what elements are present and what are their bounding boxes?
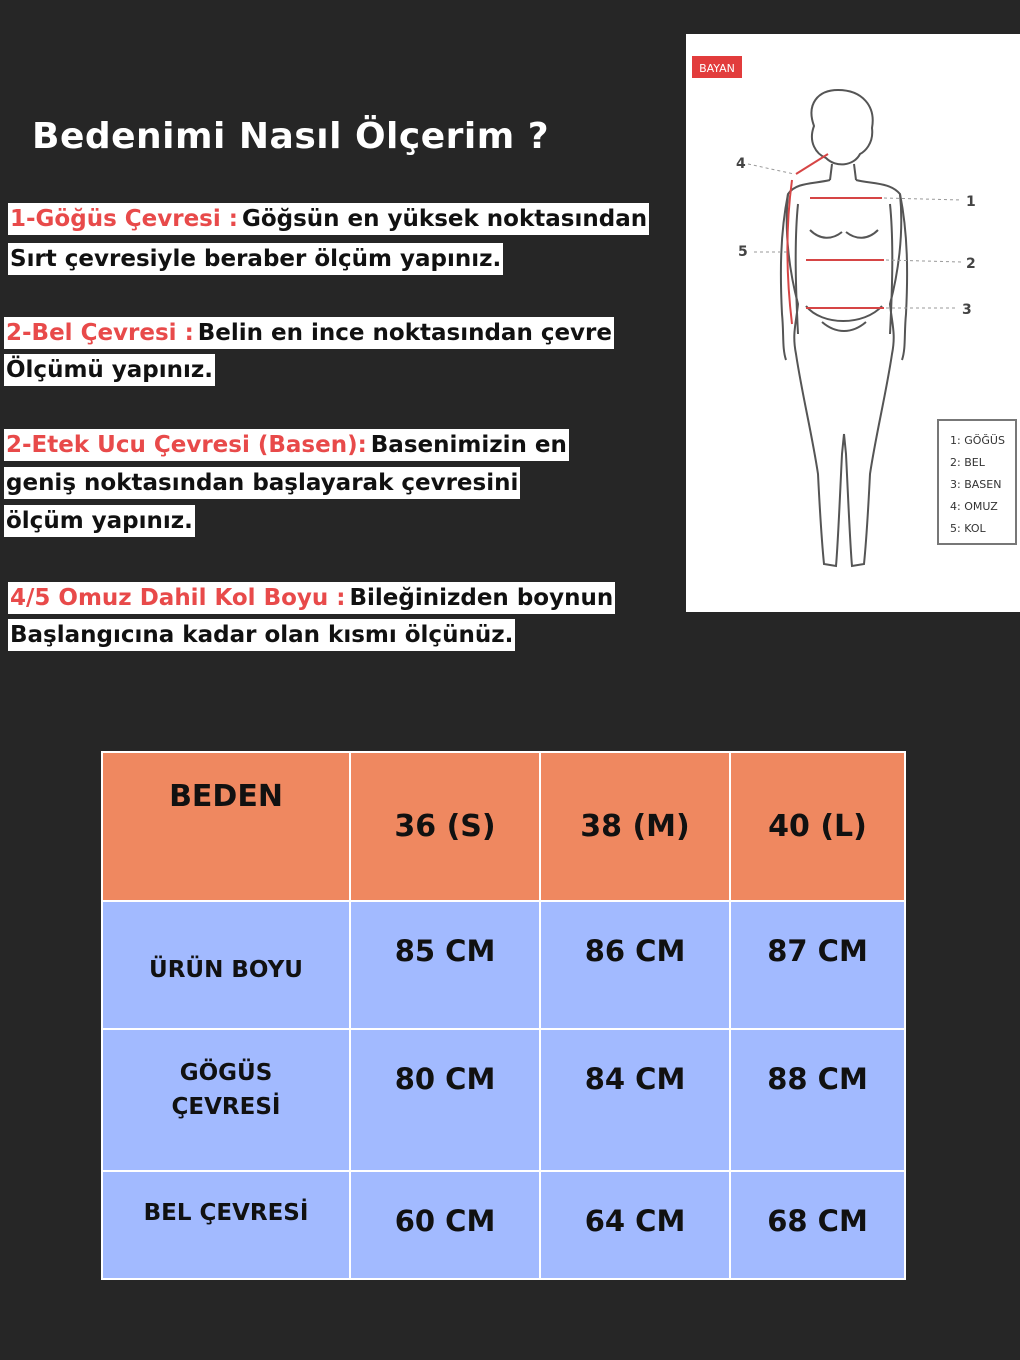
table-header-row bbox=[102, 752, 905, 901]
table-cell: 85 CM bbox=[350, 901, 540, 1029]
table-cell: 84 CM bbox=[540, 1029, 730, 1171]
instruction-waist bbox=[4, 317, 614, 386]
table-cell: 88 CM bbox=[730, 1029, 905, 1171]
instruction-line bbox=[4, 429, 569, 461]
marker-5: 5 bbox=[738, 244, 748, 260]
instruction-line bbox=[8, 619, 615, 651]
instruction-chest bbox=[8, 203, 649, 275]
instruction-text: Basenimizin en bbox=[369, 429, 569, 461]
table-row bbox=[102, 1171, 905, 1279]
instruction-text: Göğsün en yüksek noktasından bbox=[240, 203, 649, 235]
legend-item: 1: GÖĞÜS bbox=[950, 434, 1005, 447]
header-size-label: BEDEN bbox=[102, 752, 350, 901]
body-measurement-figure bbox=[686, 34, 1020, 612]
instruction-line bbox=[4, 354, 614, 386]
gender-badge-label: BAYAN bbox=[699, 62, 735, 75]
instruction-arm bbox=[8, 582, 615, 651]
instruction-label: 2-Etek Ucu Çevresi (Basen): bbox=[4, 429, 369, 461]
row-label: BEL ÇEVRESİ bbox=[102, 1171, 350, 1279]
marker-2: 2 bbox=[966, 256, 976, 272]
row-label: ÜRÜN BOYU bbox=[102, 901, 350, 1029]
table-row bbox=[102, 1029, 905, 1171]
instruction-text: ölçüm yapınız. bbox=[4, 505, 195, 537]
instruction-line bbox=[4, 505, 569, 537]
legend-item: 2: BEL bbox=[950, 456, 985, 469]
instruction-text: Başlangıcına kadar olan kısmı ölçünüz. bbox=[8, 619, 515, 651]
instruction-line bbox=[8, 243, 649, 275]
table-cell: 60 CM bbox=[350, 1171, 540, 1279]
instruction-text: Sırt çevresiyle beraber ölçüm yapınız. bbox=[8, 243, 503, 275]
row-label-line: GÖGÜS bbox=[179, 1060, 273, 1086]
table-cell: 87 CM bbox=[730, 901, 905, 1029]
legend-item: 3: BASEN bbox=[950, 478, 1002, 491]
marker-1: 1 bbox=[966, 194, 976, 210]
legend-item: 5: KOL bbox=[950, 522, 986, 535]
instruction-label: 2-Bel Çevresi : bbox=[4, 317, 196, 349]
legend-item: 4: OMUZ bbox=[950, 500, 998, 513]
instruction-text: Bileğinizden boynun bbox=[347, 582, 615, 614]
header-size-s: 36 (S) bbox=[350, 752, 540, 901]
table-cell: 68 CM bbox=[730, 1171, 905, 1279]
table-cell: 64 CM bbox=[540, 1171, 730, 1279]
row-label bbox=[102, 1029, 350, 1171]
header-size-l: 40 (L) bbox=[730, 752, 905, 901]
instruction-text: Ölçümü yapınız. bbox=[4, 354, 215, 386]
header-size-m: 38 (M) bbox=[540, 752, 730, 901]
table-row bbox=[102, 901, 905, 1029]
table-cell: 86 CM bbox=[540, 901, 730, 1029]
instruction-line bbox=[8, 203, 649, 235]
instruction-line bbox=[4, 317, 614, 349]
instruction-line bbox=[4, 467, 569, 499]
marker-4: 4 bbox=[736, 156, 746, 172]
female-silhouette bbox=[781, 90, 907, 566]
marker-3: 3 bbox=[962, 302, 972, 318]
table-cell: 80 CM bbox=[350, 1029, 540, 1171]
instruction-text: Belin en ince noktasından çevre bbox=[196, 317, 614, 349]
body-outline-illustration bbox=[686, 34, 1020, 612]
instruction-label: 1-Göğüs Çevresi : bbox=[8, 203, 240, 235]
instruction-hip bbox=[4, 429, 569, 537]
instruction-line bbox=[8, 582, 615, 614]
instruction-text: geniş noktasından başlayarak çevresini bbox=[4, 467, 520, 499]
measurement-lines bbox=[788, 154, 885, 324]
size-chart-table bbox=[101, 751, 906, 1280]
page-title: Bedenimi Nasıl Ölçerim ? bbox=[32, 116, 550, 157]
row-label-line: ÇEVRESİ bbox=[171, 1094, 281, 1120]
instruction-label: 4/5 Omuz Dahil Kol Boyu : bbox=[8, 582, 347, 614]
